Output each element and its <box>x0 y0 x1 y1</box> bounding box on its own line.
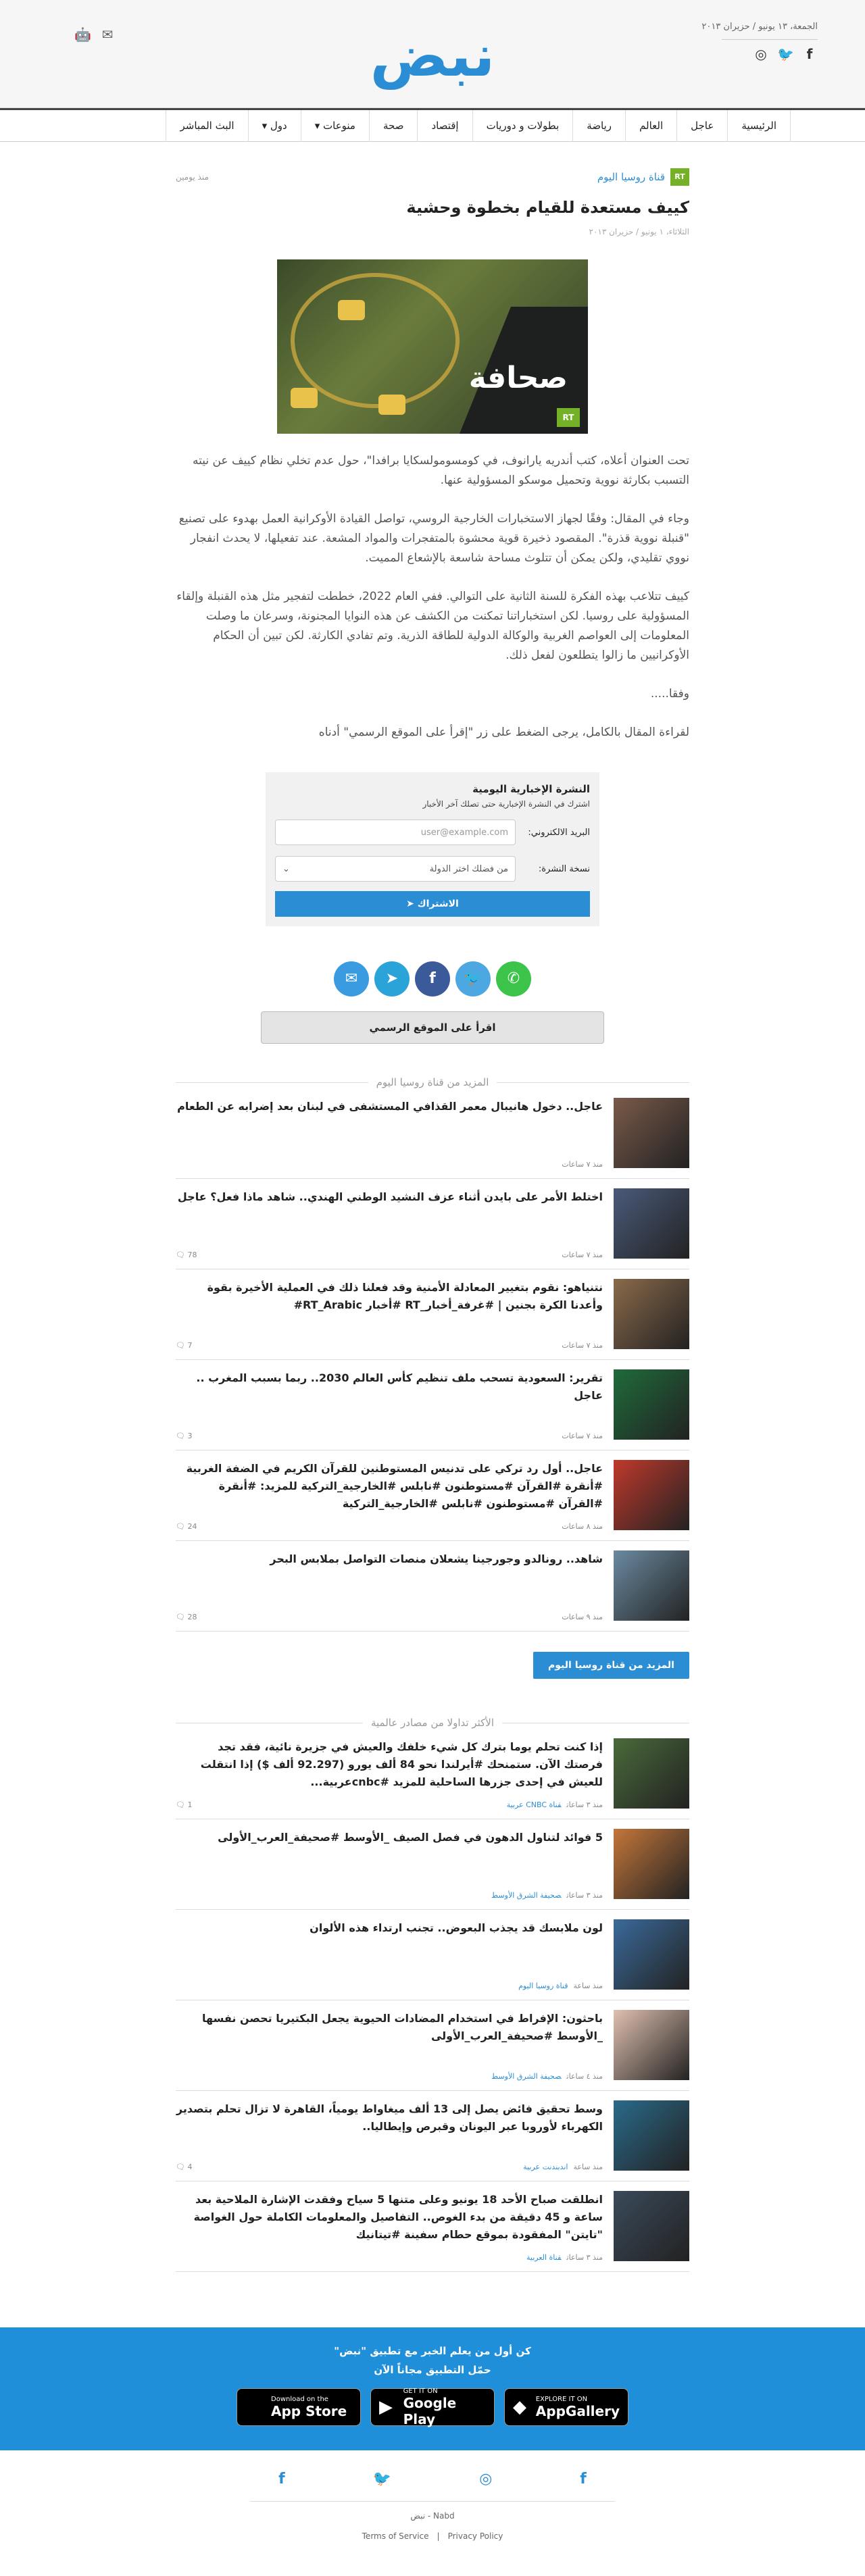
time-ago: منذ ٩ ساعات <box>562 1613 603 1621</box>
comment-count <box>176 1522 197 1531</box>
headline[interactable]: عاجل.. أول رد تركي على تدنيس المستوطنين للقرآن الكريم في الضفة الغربية #أنقرة #القرآن #مستوطنون #نابلس #الخارجية_التركية للمزيد: #أنقرة #القرآن #مستوطنون #نابلس #الخارجية_التركية <box>186 1462 603 1510</box>
nav-item[interactable]: البث المباشر <box>166 110 247 142</box>
promo-line2: حمّل التطبيق مجاناً الآن <box>374 2364 491 2376</box>
send-icon: ➤ <box>406 899 414 909</box>
list-item[interactable] <box>176 1729 689 1819</box>
comment-value: 4 <box>187 2163 193 2171</box>
trending-list <box>176 1729 689 2272</box>
nav-item[interactable]: العالم <box>625 110 676 142</box>
list-item[interactable] <box>176 2000 689 2091</box>
subscribe-label: الاشتراك <box>417 899 459 909</box>
copyright: Nabd - نبض <box>410 2511 455 2521</box>
time-ago: منذ ساعة <box>573 1981 603 1990</box>
read-official-button[interactable]: اقرأ على الموقع الرسمي <box>261 1011 604 1044</box>
article-paragraph: وجاء في المقال: وفقًا لجهاز الاستخبارات الخارجية الروسي، تواصل القيادة الأوكرانية العمل بهدوء على تصنيع "قنبلة نووية قذرة". المقصود ذخيرة قوية محشوة بالمتفجرات والمواد المشعة. عند تفعيلها، لا يحدث انفجار نووي تقليدي، ولكن يمكن أن تتلوث مساحة شاسعة بالإشعاع المميت. <box>178 512 689 565</box>
article-paragraph: كييف تتلاعب بهذه الفكرة للسنة الثانية على التوالي. ففي العام 2022، خططت لتفجير مثل هذه القنبلة وإلقاء المسؤولية على روسيا. لكن استخباراتنا تمكنت من الكشف عن هذه النوايا المجنونة، وسرعان ما وصلت المعلومات إلى العواصم الغربية والوكالة الدولية للطاقة الذرية. وتم تفادي الكارثة. لكن تبين أن الحكام الأوكرانيين ما زالوا يتطلعون لفعل ذلك. <box>176 590 689 662</box>
android-icon[interactable]: 🤖 <box>74 26 91 43</box>
thumbnail[interactable] <box>614 1369 689 1440</box>
headline[interactable]: تقرير: السعودية تسحب ملف تنظيم كأس العالم 2030.. ربما بسبب المغرب .. عاجل <box>196 1371 603 1402</box>
list-item[interactable] <box>176 1450 689 1541</box>
section-title <box>176 1076 689 1088</box>
list-item[interactable] <box>176 1269 689 1360</box>
facebook-icon[interactable]: f <box>278 2471 285 2487</box>
store-badge[interactable] <box>237 2388 361 2426</box>
store-icon: ◆ <box>513 2397 526 2417</box>
comment-value: 24 <box>187 1522 197 1531</box>
whatsapp-icon[interactable]: ✆ <box>496 961 531 996</box>
nav-item[interactable]: رياضة <box>572 110 625 142</box>
comment-value: 28 <box>187 1613 197 1621</box>
chevron-down-icon: ⌄ <box>282 864 290 874</box>
posted-time: منذ يومين <box>176 172 209 182</box>
thumbnail[interactable] <box>614 1919 689 1990</box>
source-name[interactable]: قناة روسيا اليوم <box>597 171 665 183</box>
newsletter-title: النشرة الإخبارية اليومية <box>472 783 590 795</box>
email-label: البريد الالكتروني: <box>528 827 590 838</box>
mail-icon[interactable]: ✉ <box>101 26 114 43</box>
email-icon[interactable]: ✉ <box>334 961 369 996</box>
time-ago: منذ ساعة <box>573 2163 603 2171</box>
headline[interactable]: انطلقت صباح الأحد 18 يونيو وعلى متنها 5 سياح وفقدت الإشارة الملاحية بعد ساعة و 45 دقيقة من بدء الغوص.. التفاصيل والمعلومات الكاملة حول الغواصة "تايتن" المفقودة بموقع حطام سفينة #تيتانيك <box>193 2193 603 2241</box>
store-icon: ▶ <box>379 2397 393 2417</box>
article-date: الثلاثاء، ١ يونيو / حزيران ٢٠١٣ <box>589 227 689 236</box>
headline[interactable]: شاهد.. رونالدو وجورجينا يشعلان منصات التواصل بملابس البحر <box>270 1552 603 1565</box>
article-title: كييف مستعدة للقيام بخطوة وحشية <box>406 198 689 217</box>
image-logo: RT <box>557 408 580 427</box>
app-promo <box>0 2327 865 2450</box>
source-logo: RT <box>670 168 689 186</box>
thumbnail[interactable] <box>614 1188 689 1259</box>
time-ago: منذ ٧ ساعات <box>562 1251 603 1259</box>
list-item[interactable] <box>176 2091 689 2181</box>
badge-small: EXPLORE IT ON <box>535 2395 588 2403</box>
list-item[interactable] <box>176 1541 689 1632</box>
cabin-shape <box>291 388 318 408</box>
cabin-shape <box>378 395 405 415</box>
footer-social <box>0 2471 865 2487</box>
comment-count <box>176 2163 192 2171</box>
badge-big: AppGallery <box>535 2402 620 2419</box>
headline[interactable]: إذا كنت تحلم يوما بترك كل شيء خلفك والعيش في جزيرة نائية، فقد تجد فرصتك الآن. ستمنحك #أيرلندا نحو 84 ألف يورو (92.297 ألف $) إذا انتقلت للعيش في إحدى جزرها الساحلية للمزيد #cnbcعربية... <box>200 1740 603 1788</box>
facebook-icon[interactable]: f <box>806 46 813 62</box>
item-source[interactable]: اندبندنت عربية <box>523 2163 568 2171</box>
share-bar <box>176 961 689 996</box>
article-image <box>277 259 588 434</box>
edition-value: من فضلك اختر الدولة <box>429 864 508 874</box>
headline[interactable]: عاجل.. دخول هانيبال معمر القذافي المستشفى في لبنان بعد إضرابه عن الطعام <box>177 1100 603 1113</box>
list-item[interactable] <box>176 1819 689 1910</box>
instagram-icon[interactable]: ◎ <box>755 46 767 62</box>
item-source[interactable]: صحيفة الشرق الأوسط <box>491 2072 562 2081</box>
site-logo[interactable]: نبض <box>370 22 495 90</box>
section-title-text: الأكثر تداولا من مصادر عالمية <box>370 1717 495 1729</box>
comment-count <box>176 1432 192 1440</box>
time-ago: منذ ٧ ساعات <box>562 1341 603 1350</box>
twitter-icon[interactable]: 🐦 <box>455 961 491 996</box>
comment-icon: 🗨 <box>176 1613 188 1621</box>
nav-item[interactable]: منوعات ▾ <box>301 110 369 142</box>
item-source[interactable]: قناة روسيا اليوم <box>518 1981 568 1990</box>
nav-item[interactable]: صحة <box>369 110 417 142</box>
list-item[interactable] <box>176 2181 689 2272</box>
headline[interactable]: لون ملابسك قد يجذب البعوض.. تجنب ارتداء هذه الألوان <box>310 1921 603 1934</box>
comment-icon: 🗨 <box>176 1251 188 1259</box>
time-ago: منذ ٣ ساعات <box>566 2253 603 2262</box>
promo-line1: كن أول من يعلم الخبر مع تطبيق "نبض" <box>334 2345 531 2357</box>
nav-item[interactable]: دول ▾ <box>248 110 301 142</box>
cabin-shape <box>338 300 365 320</box>
header-date: الجمعة، ١٣ يونيو / حزيران ٢٠١٣ <box>701 22 818 32</box>
badge-small: Download on the <box>271 2395 328 2403</box>
twitter-icon[interactable]: 🐦 <box>777 46 794 62</box>
site-header <box>0 0 865 108</box>
site-footer <box>0 2450 865 2576</box>
comment-value: 78 <box>187 1251 197 1259</box>
edition-label: نسخة النشرة: <box>538 863 590 874</box>
thumbnail[interactable] <box>614 1738 689 1809</box>
divider <box>250 2501 615 2502</box>
comment-icon: 🗨 <box>176 2163 188 2171</box>
telegram-icon[interactable]: ➤ <box>374 961 410 996</box>
time-ago: منذ ٤ ساعات <box>566 2072 603 2081</box>
article-paragraph: لقراءة المقال بالكامل، يرجى الضغط على زر "إقرأ على الموقع الرسمي" أدناه <box>318 726 689 739</box>
item-source[interactable]: قناة العربية <box>526 2253 562 2262</box>
time-ago: منذ ٣ ساعات <box>566 1891 603 1900</box>
comment-count <box>176 1341 192 1350</box>
facebook-icon[interactable]: f <box>580 2471 587 2487</box>
list-item[interactable] <box>176 1360 689 1450</box>
article <box>176 142 689 2272</box>
time-ago: منذ ٣ ساعات <box>566 1800 603 1809</box>
newsletter-box <box>266 772 599 926</box>
newsletter-subtitle: اشترك في النشرة الإخبارية حتى تصلك آخر الأخبار <box>422 799 590 809</box>
headline[interactable]: باحثون: الإفراط في استخدام المضادات الحيوية يجعل البكتيريا تحصن نفسها _الأوسط #صحيفة_العرب_الأولى <box>202 2012 603 2042</box>
article-paragraph: وفقا..... <box>650 687 689 701</box>
item-source[interactable]: قناة CNBC عربية <box>506 1800 562 1809</box>
thumbnail[interactable] <box>614 1550 689 1621</box>
thumbnail[interactable] <box>614 2100 689 2171</box>
headline[interactable]: اختلط الأمر على بايدن أثناء عزف النشيد الوطني الهندي.. شاهد ماذا فعل؟ عاجل <box>177 1190 603 1203</box>
nav-item[interactable]: بطولات و دوريات <box>472 110 573 142</box>
thumbnail[interactable] <box>614 2191 689 2261</box>
comment-icon: 🗨 <box>176 1522 188 1531</box>
nav-item[interactable]: الرئيسية <box>727 110 791 142</box>
comment-count <box>176 1251 197 1259</box>
comment-icon: 🗨 <box>176 1341 188 1350</box>
nav-item[interactable]: إقتصاد <box>417 110 472 142</box>
thumbnail[interactable] <box>614 1829 689 1899</box>
apple-icon[interactable] <box>49 27 64 42</box>
nav-item[interactable]: عاجل <box>676 110 727 142</box>
thumbnail[interactable] <box>614 1098 689 1168</box>
section-title <box>176 1717 689 1729</box>
edition-select[interactable] <box>275 856 516 882</box>
badge-big: Google Play <box>403 2394 457 2427</box>
privacy-link[interactable]: Privacy Policy <box>447 2531 503 2541</box>
comment-icon: 🗨 <box>176 1432 188 1440</box>
article-body <box>176 451 689 742</box>
thumbnail[interactable] <box>614 1279 689 1349</box>
headline[interactable]: وسط تحقيق فائض يصل إلى 13 ألف ميغاواط يومياً، القاهرة لا تزال تحلم بتصدير الكهرباء لأوروبا عبر اليونان وقبرص وإيطاليا.. <box>176 2102 603 2133</box>
comment-value: 7 <box>187 1341 193 1350</box>
ferris-wheel-shape <box>291 273 460 408</box>
list-item[interactable] <box>176 1179 689 1269</box>
header-apps <box>49 27 115 42</box>
facebook-icon[interactable]: f <box>415 961 450 996</box>
badge-small: GET IT ON <box>403 2387 438 2395</box>
store-badges <box>0 2388 865 2426</box>
time-ago: منذ ٧ ساعات <box>562 1432 603 1440</box>
twitter-icon[interactable]: 🐦 <box>372 2471 392 2487</box>
comment-value: 3 <box>187 1432 193 1440</box>
headline[interactable]: نتنياهو: نقوم بتغيير المعادلة الأمنية وقد فعلنا ذلك في العملية الأخيرة بقوة وأعدنا الكرة بجنين | #غرفة_أخبار_RT #أخبار RT_Arabic# <box>207 1281 603 1311</box>
item-source[interactable]: صحيفة الشرق الأوسط <box>491 1891 562 1900</box>
thumbnail[interactable] <box>614 1460 689 1530</box>
comment-icon: 🗨 <box>176 1800 188 1809</box>
badge-big: App Store <box>271 2402 347 2419</box>
thumbnail[interactable] <box>614 2010 689 2080</box>
instagram-icon[interactable]: ◎ <box>479 2471 493 2487</box>
comment-count <box>176 1613 197 1621</box>
footer-links: Terms of Service | Privacy Policy <box>0 2531 865 2541</box>
store-badge[interactable] <box>370 2388 495 2426</box>
email-field[interactable]: user@example.com <box>275 819 516 845</box>
headline[interactable]: 5 فوائد لتناول الدهون في فصل الصيف _الأوسط #صحيفة_العرب_الأولى <box>218 1831 603 1844</box>
comment-value: 1 <box>187 1800 193 1809</box>
list-item[interactable] <box>176 1088 689 1179</box>
terms-link[interactable]: Terms of Service <box>362 2531 429 2541</box>
article-paragraph: تحت العنوان أعلاه، كتب أندريه يارانوف، في كومسومولسكايا برافدا"، حول عدم تخلي نظام كييف عن نيته التسبب بكارثة نووية وتحميل موسكو المسؤولية عنها. <box>192 454 689 487</box>
list-item[interactable] <box>176 1910 689 2000</box>
more-list <box>176 1088 689 1632</box>
more-button[interactable]: المزيد من قناة روسيا اليوم <box>533 1652 689 1679</box>
article-source[interactable] <box>597 168 689 186</box>
time-ago: منذ ٧ ساعات <box>562 1160 603 1169</box>
main-nav <box>0 108 865 142</box>
subscribe-button[interactable] <box>275 891 590 917</box>
image-word: صحافة <box>468 361 568 395</box>
section-title-text: المزيد من قناة روسيا اليوم <box>376 1076 489 1088</box>
store-badge[interactable] <box>504 2388 628 2426</box>
time-ago: منذ ٨ ساعات <box>562 1522 603 1531</box>
comment-count <box>176 1800 192 1809</box>
